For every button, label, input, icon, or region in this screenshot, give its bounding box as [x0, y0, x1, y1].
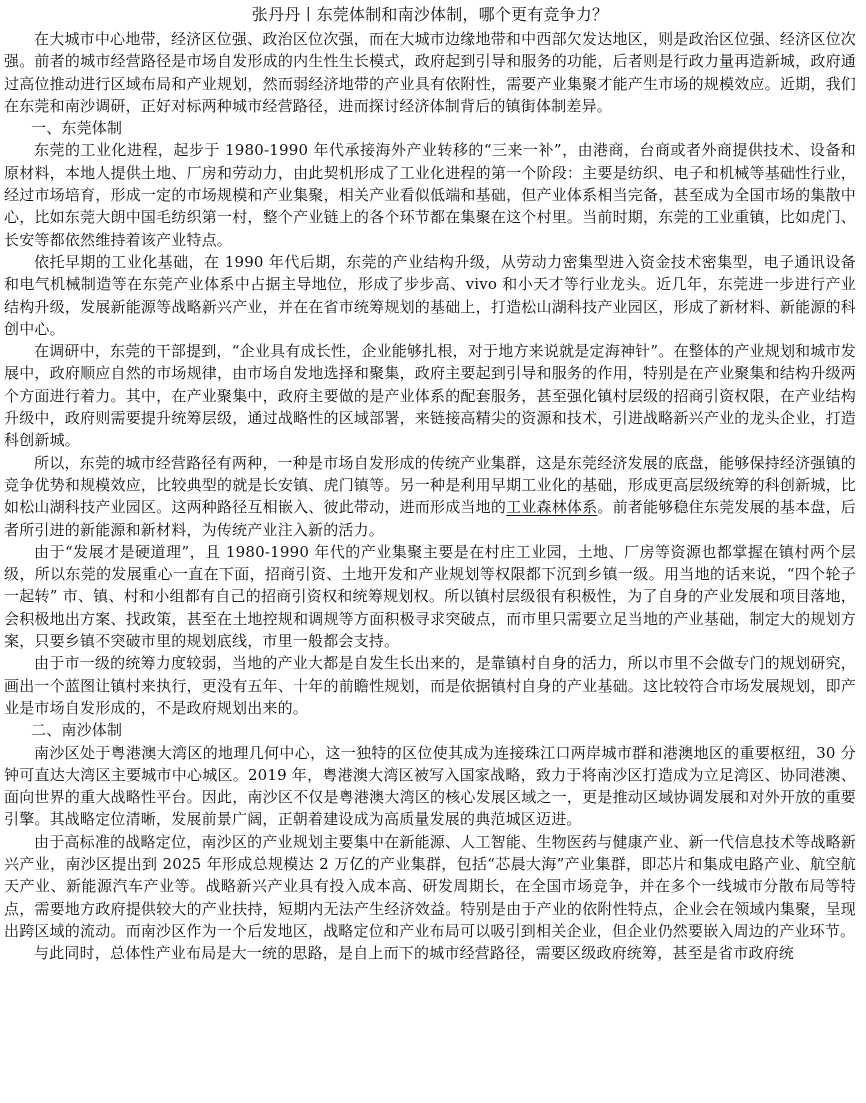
paragraph: 依托早期的工业化基础，在 1990 年代后期，东莞的产业结构升级，从劳动力密集型进入资金技术密集型，电子通讯设备和电气机械制造等在东莞产业体系中占据主导地位，形成了步步高、vivo 和小天才等行业龙头。近几年，东莞进一步进行产业结构升级，发展新能源等战略新兴产业，并在在省市统筹规划的基础上，打造松山湖科技产业园区，形成了新材料、新能源的科创中心。: [4, 252, 856, 338]
underlined-text: 工业森林体系: [506, 498, 598, 517]
text-run: 所以，东莞的城市经营路径有两种，一种是市场自发形成的传统产业集群，这是东莞经济发展的底盘，能够保持经济强镇的竞争优势和规模效应，比较典型的就是长安镇、虎门镇等。另一种是利用早期工业化的基础，形成更高层级统筹的科创新城，比如松山湖科技产业园区。这两种路径互相嵌入、彼此带动，进而形成当地的: [4, 453, 856, 517]
paragraph: 由于市一级的统筹力度较弱，当地的产业大都是自发生长出来的，是靠镇村自身的活力，所以市里不会做专门的规划研究，画出一个蓝图让镇村来执行，更没有五年、十年的前瞻性规划，而是依据镇村自身的产业基础。这比较符合市场发展规划，即产业是市场自发形成的，不是政府规划出来的。: [4, 654, 856, 717]
section-heading-nansha: 二、南沙体制: [31, 721, 123, 740]
intro-paragraph: 在大城市中心地带，经济区位强、政治区位次强，而在大城市边缘地带和中西部欠发达地区，则是政治区位强、经济区位次强。前者的城市经营路径是市场自发形成的内生性生长模式，政府起到引导和服务的功能，后者则是行政力量再造新城，政府通过高位推动进行区域布局和产业规划，然而弱经济地带的产业具有依附性，需要产业集聚才能产生市场的规模效应。近期，我们在东莞和南沙调研，正好对标两种城市经营路径，进而探讨经济体制背后的镇街体制差异。: [4, 30, 856, 115]
paragraph: 与此同时，总体性产业布局是大一统的思路，是自上而下的城市经营路径，需要区级政府统筹，甚至是省市政府统: [34, 944, 795, 963]
paragraph: 在调研中，东莞的干部提到，“企业具有成长性，企业能够扎根，对于地方来说就是定海神针”。在整体的产业规划和城市发展中，政府顺应自然的市场规律，由市场自发地选择和聚集，政府主要起到引导和服务的作用，特别是在产业聚集和结构升级两个方面进行着力。其中，在产业聚集中，政府主要做的是产业体系的配套服务，甚至强化镇村层级的招商引资权限，在产业结构升级中，政府则需要提升统筹层级，通过战略性的区域部署，来链接高精尖的资源和技术，引进战略新兴产业的龙头企业，打造科创新城。: [4, 342, 856, 450]
article-title: 张丹丹丨东莞体制和南沙体制，哪个更有竞争力？: [251, 5, 609, 24]
section-heading-dongguan: 一、东莞体制: [31, 119, 123, 138]
paragraph: 由于“发展才是硬道理”，且 1980-1990 年代的产业集聚主要是在村庄工业园，土地、厂房等资源也都掌握在镇村两个层级，所以东莞的发展重心一直在下面，招商引资、土地开发和产业规划等权限都下沉到乡镇一级。用当地的话来说，“四个轮子一起转” 市、镇、村和小组都有自己的招商引资权和统筹规划权。所以镇村层级很有积极性，为了自身的产业发展和项目落地，会积极地出方案、找政策，甚至在土地控规和调规等方面积极寻求突破点，而市里只需要立足当地的产业基础，制定大的规划方案，只要乡镇不突破市里的规划底线，市里一般都会支持。: [4, 542, 856, 651]
paragraph: [4, 452, 856, 541]
paragraph: 东莞的工业化进程，起步于 1980-1990 年代承接海外产业转移的“三来一补”，由港商，台商或者外商提供技术、设备和原材料，本地人提供土地、厂房和劳动力，由此契机形成了工业化进程的第一个阶段：主要是纺织、电子和机械等基础性行业，经过市场培育，形成一定的市场规模和产业集聚，相关产业看似低端和基础，但产业体系相当完备，甚至成为全国市场的集散中心，比如东莞大朗中国毛纺织第一村，整个产业链上的各个环节都在集聚在这个村里。当前时期，东莞的工业重镇，比如虎门、长安等都依然维持着该产业特点。: [4, 141, 857, 249]
paragraph: 南沙区处于粤港澳大湾区的地理几何中心，这一独特的区位使其成为连接珠江口两岸城市群和港澳地区的重要枢纽，30 分钟可直达大湾区主要城市中心城区。2019 年，粤港澳大湾区被写入国家战略，致力于将南沙区打造成为立足湾区、协同港澳、面向世界的重大战略性平台。因此，南沙区不仅是粤港澳大湾区的核心发展区域之一，更是推动区域协调发展和对外开放的重要引擎。其战略定位清晰，发展前景广阔，正朝着建设成为高质量发展的典范城区迈进。: [4, 743, 856, 829]
paragraph: 由于高标准的战略定位，南沙区的产业规划主要集中在新能源、人工智能、生物医药与健康产业、新一代信息技术等战略新兴产业，南沙区提出到 2025 年形成总规模达 2 万亿的产业集群，包括“芯晨大海”产业集群，即芯片和集成电路产业、航空航天产业、新能源汽车产业等。战略新兴产业具有投入成本高、研发周期长，在全国市场竞争，并在多个一线城市分散布局等特点，需要地方政府提供较大的产业扶持，短期内无法产生经济效益。特别是由于产业的依附性特点，企业会在领域内集聚，呈现出跨区域的流动。而南沙区作为一个后发地区，战略定位和产业布局可以吸引到相关企业，但企业仍然要嵌入周边的产业环节。: [4, 832, 856, 940]
text-run: 。前者能够稳住东莞发展的基本盘，后者所引进的新能源和新材料，为传统产业注入新的活力。: [4, 498, 857, 539]
